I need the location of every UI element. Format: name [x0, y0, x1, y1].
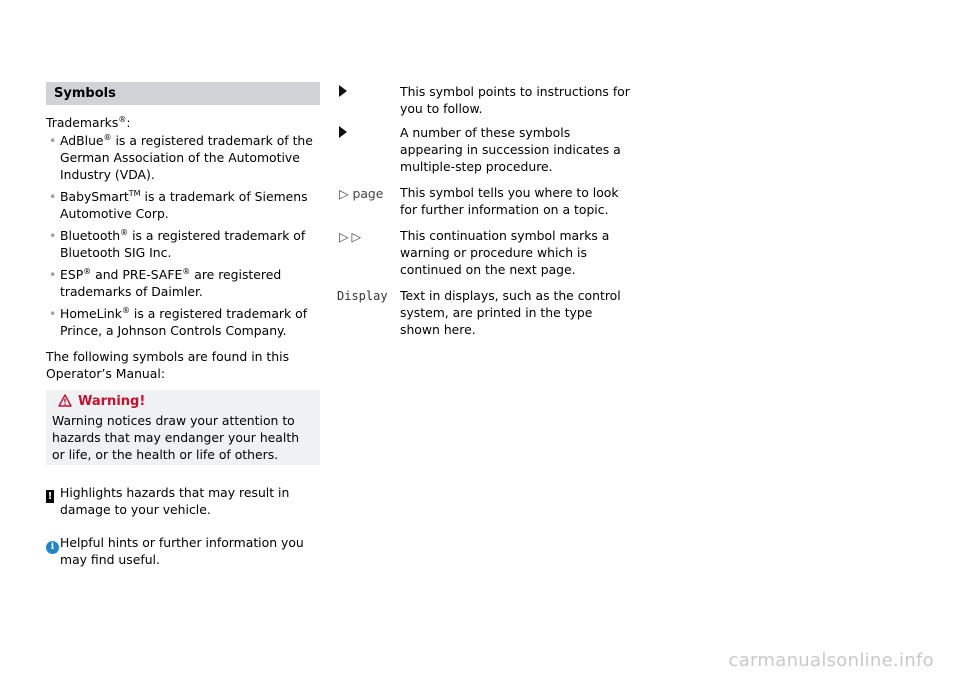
trademark-item-homelink	[46, 305, 320, 339]
trademark-name: AdBlue	[60, 133, 104, 148]
caution-note-text: Highlights hazards that may result in damage to your vehicle.	[60, 485, 290, 517]
symbol-row-multistep	[337, 124, 627, 175]
symbol-row-continuation	[337, 227, 627, 278]
symbol-description: This symbol points to instructions for you to follow.	[400, 84, 630, 116]
bullet-icon: •	[49, 228, 57, 243]
symbol-row-display	[337, 287, 627, 338]
trademark-text: is a registered trademark of Bluetooth SIG Inc.	[60, 228, 306, 260]
trademark-name: Bluetooth	[60, 228, 121, 243]
trademark-item-adblue	[46, 132, 320, 183]
bullet-icon: •	[49, 133, 57, 148]
symbol-description: Text in displays, such as the control system, are printed in the type shown here.	[400, 288, 621, 337]
trademark-list	[46, 132, 320, 339]
trademark-mark-2: ®	[182, 267, 191, 276]
trademark-item-esp	[46, 266, 320, 300]
info-note	[46, 534, 320, 568]
page-reference-symbol: ▷ page	[339, 186, 384, 201]
symbol-description: A number of these symbols appearing in succession indicates a multiple-step procedure.	[400, 125, 621, 174]
warning-triangle-icon	[58, 394, 72, 407]
trademark-name: BabySmart	[60, 189, 129, 204]
trademark-text: is a registered trademark of the German Association of the Automotive Industry (VDA).	[60, 133, 313, 182]
section-title: Symbols	[46, 82, 320, 105]
info-icon: i	[46, 536, 59, 554]
bullet-icon: •	[49, 267, 57, 282]
trademark-mark: ®	[103, 133, 112, 142]
warning-title-row	[52, 392, 314, 412]
trademark-item-bluetooth	[46, 227, 320, 261]
exclamation-icon: !	[47, 491, 53, 502]
bullet-icon: •	[49, 306, 57, 321]
symbol-row-page	[337, 184, 627, 218]
following-symbols-text: The following symbols are found in this Operator’s Manual:	[46, 349, 290, 381]
symbol-description: This symbol tells you where to look for further information on a topic.	[400, 185, 619, 217]
watermark: carmanualsonline.info	[728, 650, 934, 671]
trademark-mark: ®	[121, 306, 130, 315]
warning-body: Warning notices draw your attention to hazards that may endanger your health or life, or the health or life of others.	[52, 413, 300, 462]
warning-title: Warning!	[78, 394, 146, 409]
trademarks-heading-text: Trademarks	[46, 115, 119, 130]
symbol-row-instruction	[337, 83, 630, 117]
info-note-text: Helpful hints or further information you may find useful.	[60, 535, 304, 567]
instruction-triangle-icon	[339, 84, 399, 101]
trademark-mark: ®	[120, 228, 129, 237]
trademark-text: is a registered trademark of Prince, a Johnson Controls Company.	[60, 306, 308, 338]
trademark-name: ESP	[60, 267, 84, 282]
trademark-name: HomeLink	[60, 306, 122, 321]
left-column	[46, 82, 320, 568]
symbol-description: This continuation symbol marks a warning or procedure which is continued on the next page.	[400, 228, 610, 277]
trademark-text: and PRE-SAFE	[91, 267, 183, 282]
trademark-mark: ®	[83, 267, 92, 276]
right-column	[337, 82, 630, 338]
bullet-icon: •	[49, 189, 57, 204]
trademarks-heading	[46, 114, 320, 131]
multistep-triangle-icon	[339, 125, 399, 142]
trademark-item-babysmart	[46, 188, 320, 222]
warning-box	[46, 390, 320, 465]
display-type-sample: Display	[337, 289, 388, 303]
caution-note	[46, 484, 320, 518]
registered-mark: ®	[118, 115, 127, 124]
trademark-text-2: are registered trademarks of Daimler.	[60, 267, 282, 299]
trademark-text: is a trademark of Siemens Automotive Corp.	[60, 189, 308, 221]
trademark-mark: TM	[128, 189, 141, 198]
colon: :	[126, 115, 131, 130]
continuation-symbol: ▷▷	[339, 229, 365, 244]
